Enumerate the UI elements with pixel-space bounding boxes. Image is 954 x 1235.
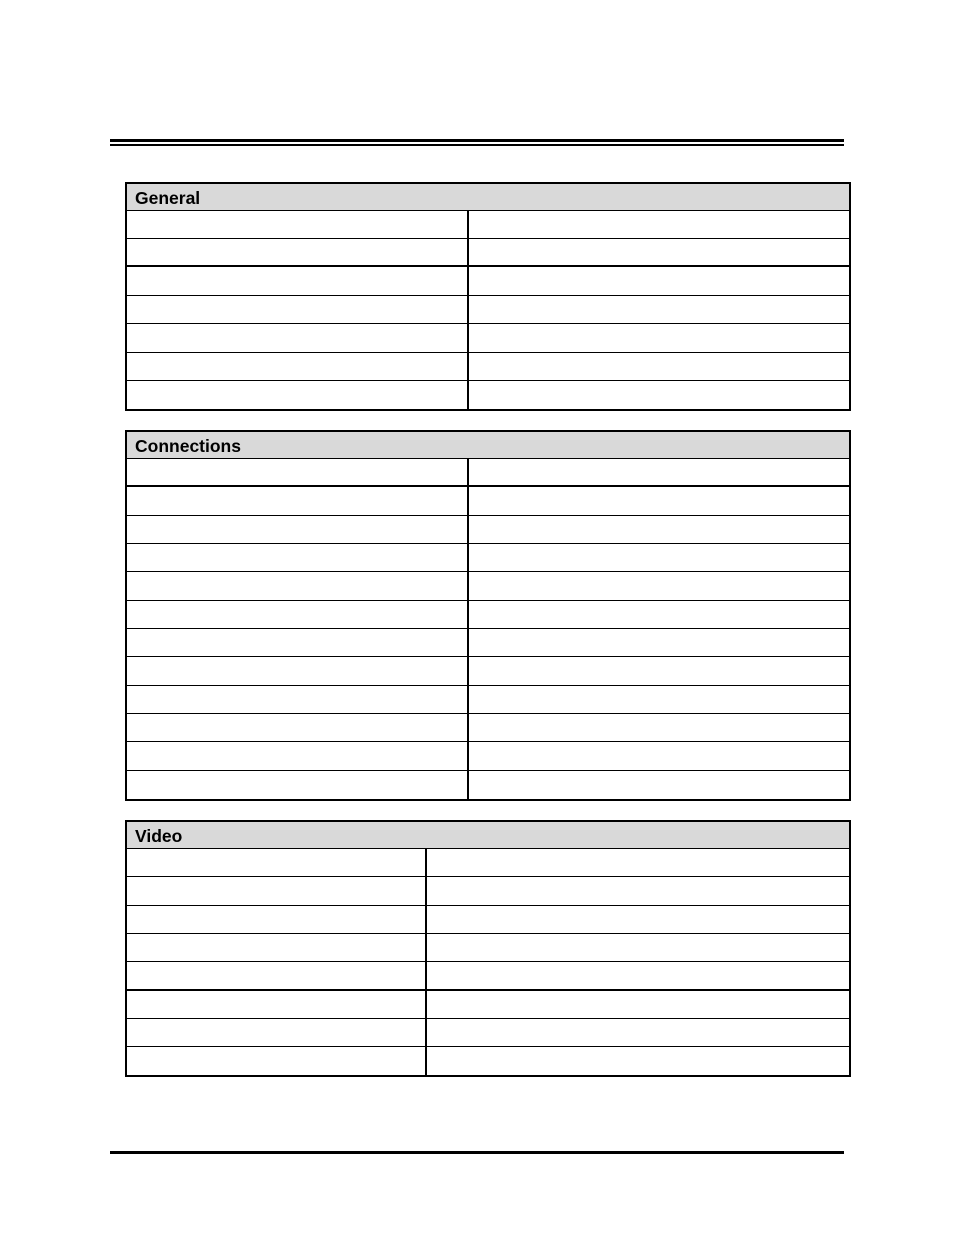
video-row xyxy=(127,962,849,991)
connections-row-value xyxy=(469,601,849,628)
general-spec-table xyxy=(125,182,851,411)
connections-row-label xyxy=(127,742,469,770)
connections-row-label xyxy=(127,572,469,600)
general-row-value xyxy=(469,353,849,380)
connections-row-value xyxy=(469,657,849,685)
general-row xyxy=(127,296,849,324)
header-rule-thick xyxy=(110,139,844,142)
general-row xyxy=(127,267,849,296)
video-row-label xyxy=(127,906,427,933)
video-row-label xyxy=(127,849,427,876)
general-row-value xyxy=(469,211,849,238)
connections-row xyxy=(127,544,849,572)
general-row-label xyxy=(127,381,469,409)
general-row-label xyxy=(127,267,469,295)
general-row-value xyxy=(469,296,849,323)
connections-row xyxy=(127,686,849,714)
general-row-value xyxy=(469,324,849,352)
connections-row xyxy=(127,742,849,771)
connections-row-value xyxy=(469,771,849,799)
connections-row xyxy=(127,771,849,799)
connections-row xyxy=(127,459,849,487)
connections-row xyxy=(127,657,849,686)
connections-row-label xyxy=(127,657,469,685)
connections-rows xyxy=(127,459,849,799)
general-row-label xyxy=(127,211,469,238)
video-row xyxy=(127,934,849,962)
general-row xyxy=(127,381,849,409)
connections-row-label xyxy=(127,601,469,628)
video-spec-table xyxy=(125,820,851,1077)
video-row-value xyxy=(427,991,849,1018)
video-section-title: Video xyxy=(127,822,849,849)
video-row-value xyxy=(427,1019,849,1046)
connections-row xyxy=(127,601,849,629)
video-row-value xyxy=(427,906,849,933)
connections-row-label xyxy=(127,629,469,656)
video-row-label xyxy=(127,991,427,1018)
video-row-value xyxy=(427,849,849,876)
general-row-label xyxy=(127,353,469,380)
connections-row-label xyxy=(127,516,469,543)
connections-row-value xyxy=(469,487,849,515)
video-row-label xyxy=(127,877,427,905)
connections-row-value xyxy=(469,544,849,571)
connections-row-label xyxy=(127,686,469,713)
general-row xyxy=(127,324,849,353)
video-row-value xyxy=(427,962,849,989)
video-row-label xyxy=(127,1047,427,1075)
connections-section-title: Connections xyxy=(127,432,849,459)
connections-row-value xyxy=(469,714,849,741)
video-row-label xyxy=(127,934,427,961)
connections-row-value xyxy=(469,516,849,543)
connections-row xyxy=(127,572,849,601)
video-row-label xyxy=(127,1019,427,1046)
connections-row-label xyxy=(127,459,469,485)
general-row-label xyxy=(127,324,469,352)
connections-row xyxy=(127,487,849,516)
general-row-value xyxy=(469,239,849,265)
connections-row xyxy=(127,629,849,657)
general-row xyxy=(127,239,849,267)
video-row xyxy=(127,991,849,1019)
video-row-value xyxy=(427,1047,849,1075)
connections-row-value xyxy=(469,629,849,656)
general-row-value xyxy=(469,267,849,295)
video-row xyxy=(127,906,849,934)
header-rule-thin xyxy=(110,144,844,146)
general-rows xyxy=(127,211,849,409)
general-row xyxy=(127,353,849,381)
connections-row-value xyxy=(469,686,849,713)
video-row xyxy=(127,1047,849,1075)
video-row-label xyxy=(127,962,427,989)
video-row xyxy=(127,877,849,906)
general-row-label xyxy=(127,239,469,265)
video-row-value xyxy=(427,934,849,961)
connections-row-label xyxy=(127,544,469,571)
footer-rule xyxy=(110,1151,844,1154)
video-row xyxy=(127,849,849,877)
general-row-label xyxy=(127,296,469,323)
connections-row-value xyxy=(469,459,849,485)
connections-row-value xyxy=(469,742,849,770)
connections-row-label xyxy=(127,487,469,515)
connections-row xyxy=(127,714,849,742)
video-row-value xyxy=(427,877,849,905)
connections-row xyxy=(127,516,849,544)
connections-spec-table xyxy=(125,430,851,801)
video-row xyxy=(127,1019,849,1047)
connections-row-label xyxy=(127,771,469,799)
general-section-title: General xyxy=(127,184,849,211)
video-rows xyxy=(127,849,849,1075)
general-row xyxy=(127,211,849,239)
connections-row-value xyxy=(469,572,849,600)
general-row-value xyxy=(469,381,849,409)
connections-row-label xyxy=(127,714,469,741)
